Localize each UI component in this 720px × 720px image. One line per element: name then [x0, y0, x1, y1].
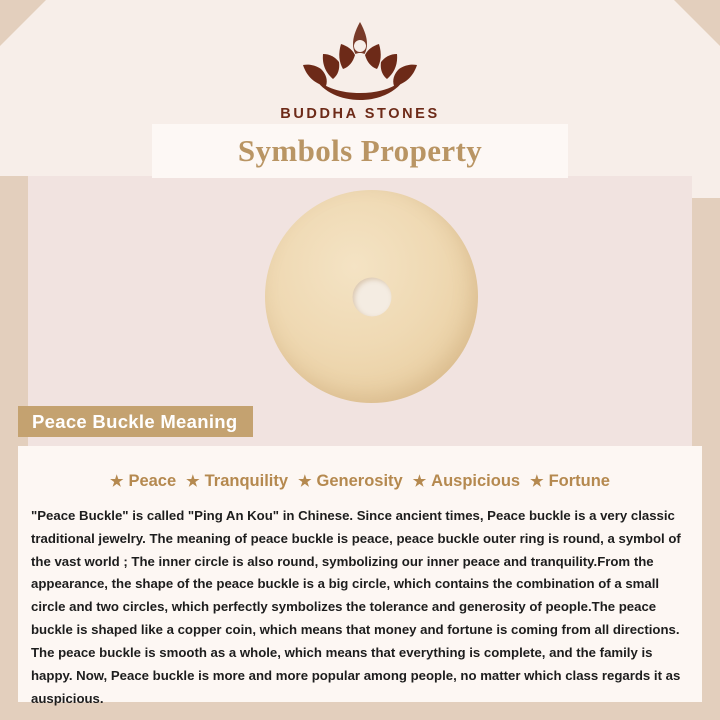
keyword-item-auspicious — [413, 472, 520, 491]
page-title: Symbols Property — [237, 133, 483, 168]
keyword-label: Fortune — [548, 472, 610, 490]
keyword-label: Tranquility — [204, 472, 289, 490]
keyword-label: Auspicious — [431, 472, 521, 490]
section-ribbon — [18, 406, 253, 437]
keyword-item-generosity — [298, 472, 403, 491]
section-ribbon-label: Peace Buckle Meaning — [32, 410, 238, 432]
star-icon: ★ — [110, 473, 124, 490]
lotus-meditation-icon — [285, 20, 435, 102]
description-paragraph: "Peace Buckle" is called "Ping An Kou" in Chinese. Since ancient times, Peace buckle is a very classic traditional jewelry. The meaning of peace buckle is peace, peace buckle outer ring is round, a symbol of the vast world ; The inner circle is also round, symbolizing our inner peace and tranquility.From the appearance, the shape of the peace buckle is a big circle, which contains the combination of a small circle and two circles, which perfectly symbolizes the tolerance and generosity of people.The peace buckle is shaped like a copper coin, which means that money and fortune is coming from all directions. The peace buckle is smooth as a whole, which means that everything is complete, and the family is happy. Now, Peace buckle is more and more popular among people, no matter which class regards it as auspicious. — [31, 508, 681, 706]
keyword-item-fortune — [530, 472, 610, 491]
star-icon: ★ — [412, 473, 427, 490]
brand-name: BUDDHA STONES — [280, 106, 440, 122]
star-icon: ★ — [298, 473, 312, 490]
brand-logo — [0, 20, 720, 122]
keyword-item-tranquility — [186, 472, 288, 491]
disc-center-hole — [352, 277, 391, 316]
keyword-list — [18, 472, 702, 491]
star-icon: ★ — [186, 473, 200, 490]
keyword-label: Generosity — [316, 472, 403, 490]
star-icon: ★ — [530, 473, 544, 490]
keyword-item-peace — [110, 472, 176, 491]
keyword-label: Peace — [128, 472, 177, 490]
peace-buckle-disc-image — [265, 190, 478, 403]
title-banner — [152, 124, 568, 178]
